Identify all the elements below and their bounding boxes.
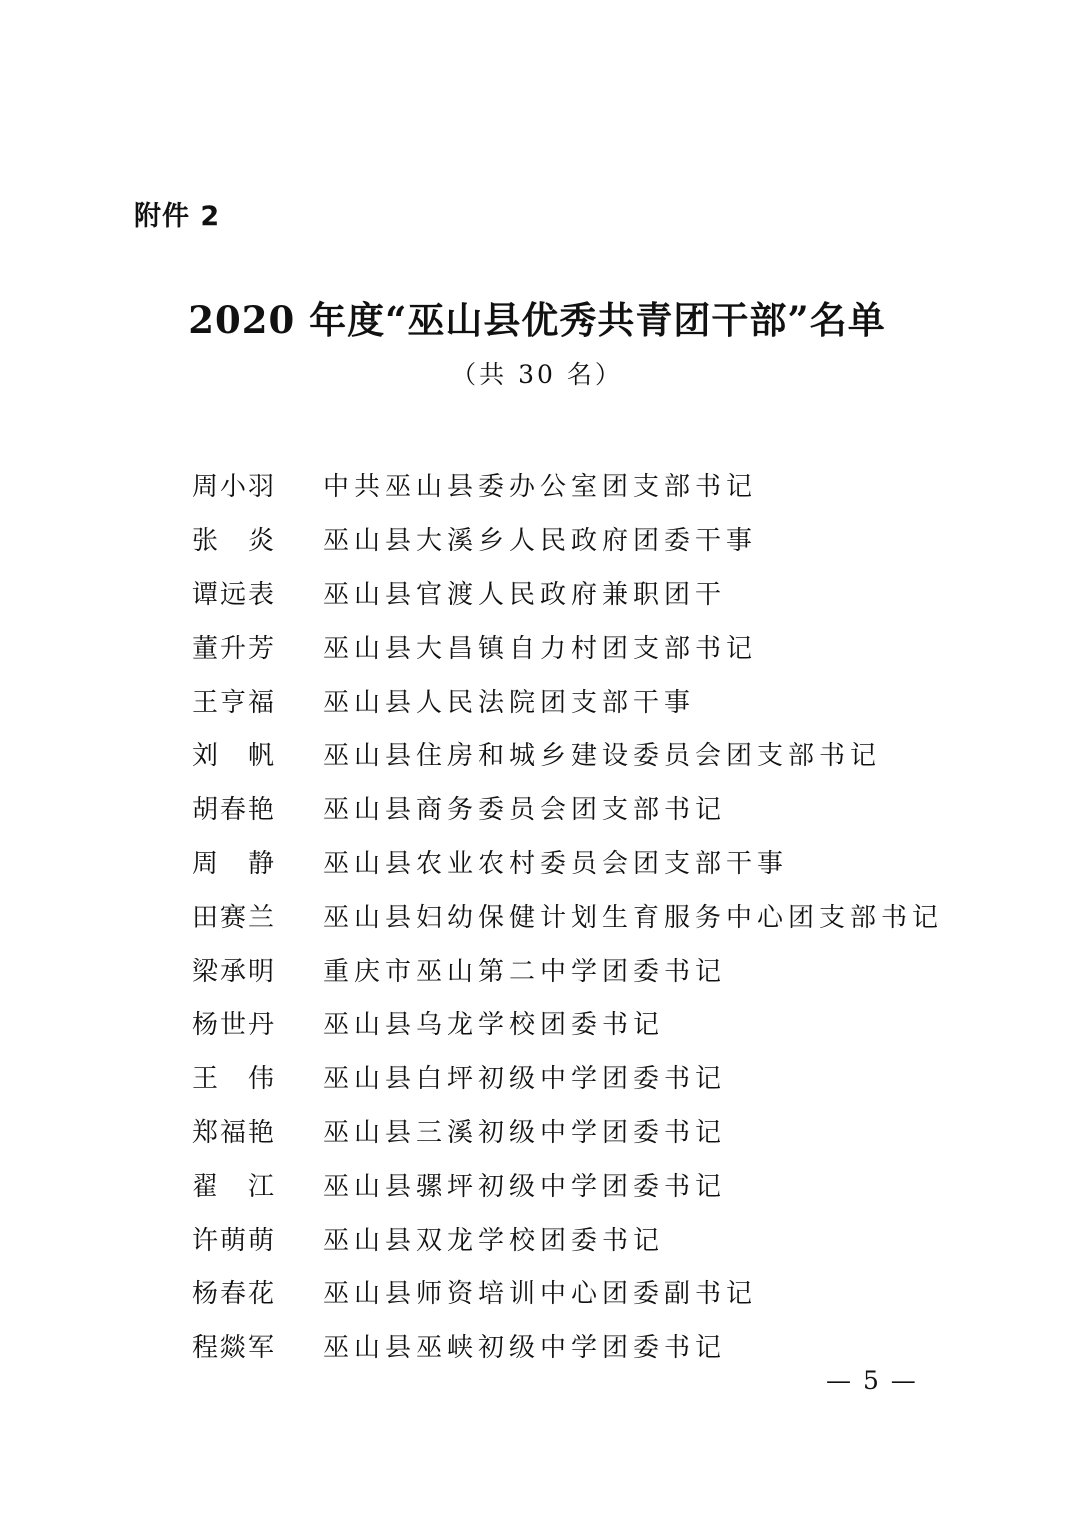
list-item <box>192 566 952 620</box>
honoree-position: 巫山县三溪初级中学团委书记 <box>323 1117 727 1148</box>
honoree-name: 周 静 <box>192 848 277 879</box>
list-item <box>192 942 952 996</box>
document-title: 2020 年度“巫山县优秀共青团干部”名单 <box>188 298 886 342</box>
list-item <box>192 888 952 942</box>
honoree-name: 刘 帆 <box>192 741 277 772</box>
honoree-name: 翟 江 <box>192 1171 277 1202</box>
honoree-position: 巫山县骡坪初级中学团委书记 <box>323 1171 727 1202</box>
honoree-name: 董升芳 <box>192 633 277 664</box>
list-item <box>192 1104 952 1158</box>
honoree-position: 巫山县乌龙学校团委书记 <box>323 1010 665 1041</box>
honoree-position: 巫山县大溪乡人民政府团委干事 <box>323 526 758 557</box>
honoree-position: 巫山县商务委员会团支部书记 <box>323 795 727 826</box>
honoree-position: 重庆市巫山第二中学团委书记 <box>323 956 727 987</box>
list-item <box>192 1157 952 1211</box>
document-subtitle: （共 30 名） <box>451 360 623 389</box>
honoree-position: 巫山县住房和城乡建设委员会团支部书记 <box>323 741 882 772</box>
list-item <box>192 727 952 781</box>
honoree-position: 巫山县人民法院团支部干事 <box>323 687 696 718</box>
attachment-label: 附件 2 <box>134 201 221 232</box>
honoree-name: 杨春花 <box>192 1279 277 1310</box>
list-item <box>192 1211 952 1265</box>
list-item <box>192 512 952 566</box>
honoree-position: 巫山县农业农村委员会团支部干事 <box>323 848 789 879</box>
honoree-list <box>192 458 952 1373</box>
honoree-position: 巫山县官渡人民政府兼职团干 <box>323 579 727 610</box>
page-number: — 5 — <box>826 1366 918 1395</box>
honoree-name: 许萌萌 <box>192 1225 277 1256</box>
honoree-position: 巫山县双龙学校团委书记 <box>323 1225 665 1256</box>
honoree-name: 谭远表 <box>192 579 277 610</box>
honoree-name: 王 伟 <box>192 1064 277 1095</box>
list-item <box>192 996 952 1050</box>
list-item <box>192 458 952 512</box>
list-item <box>192 1319 952 1373</box>
honoree-name: 张 炎 <box>192 526 277 557</box>
honoree-position: 巫山县师资培训中心团委副书记 <box>323 1279 758 1310</box>
honoree-position: 巫山县大昌镇自力村团支部书记 <box>323 633 758 664</box>
honoree-name: 胡春艳 <box>192 795 277 826</box>
honoree-position: 巫山县白坪初级中学团委书记 <box>323 1064 727 1095</box>
honoree-name: 杨世丹 <box>192 1010 277 1041</box>
honoree-name: 田赛兰 <box>192 902 277 933</box>
list-item <box>192 673 952 727</box>
list-item <box>192 619 952 673</box>
honoree-name: 王亨福 <box>192 687 277 718</box>
list-item <box>192 1265 952 1319</box>
list-item <box>192 781 952 835</box>
honoree-position: 中共巫山县委办公室团支部书记 <box>323 472 758 503</box>
list-item <box>192 1050 952 1104</box>
honoree-position: 巫山县妇幼保健计划生育服务中心团支部书记 <box>323 902 944 933</box>
honoree-name: 程燚军 <box>192 1333 277 1364</box>
honoree-name: 梁承明 <box>192 956 277 987</box>
honoree-name: 郑福艳 <box>192 1117 277 1148</box>
honoree-position: 巫山县巫峡初级中学团委书记 <box>323 1333 727 1364</box>
list-item <box>192 835 952 889</box>
honoree-name: 周小羽 <box>192 472 277 503</box>
